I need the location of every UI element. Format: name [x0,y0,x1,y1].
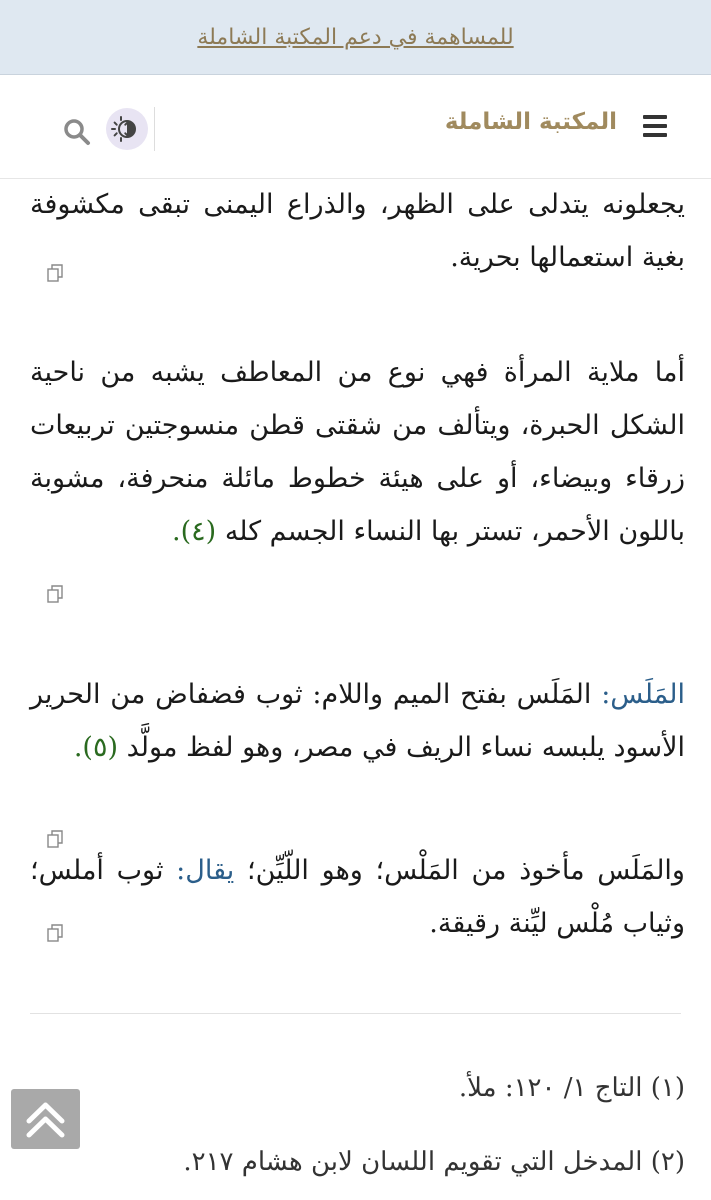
footnotes-separator [30,1013,681,1014]
footnote-ref[interactable]: (٥). [73,732,119,763]
header-divider [154,107,155,151]
paragraph-text: يجعلونه يتدلى على الظهر، والذراع اليمنى تبقى مكشوفة بغية استعمالها بحرية. [30,189,685,273]
copy-icon[interactable] [46,923,66,943]
term-label: يقال: [176,855,235,886]
footnote-ref[interactable]: (٤). [172,516,217,547]
support-banner [0,0,711,75]
paragraph-3 [30,668,685,774]
copy-icon[interactable] [46,584,66,604]
top-navigation-bar [0,75,711,179]
book-content [0,178,711,1200]
paragraph-text: ثوب أملس؛ وثياب مُلْس ليِّنة رقيقة. [30,855,685,939]
paragraph-text: والمَلَس مأخوذ من المَلْس؛ وهو اللّيِّن؛ [246,855,685,886]
hamburger-menu-icon[interactable] [643,115,667,139]
paragraph-4 [30,844,685,950]
paragraph-2 [30,346,685,558]
site-title[interactable]: المكتبة الشاملة [444,109,617,135]
scroll-to-top-button[interactable] [11,1089,80,1149]
term-label: المَلَس: [601,679,685,710]
paragraph-text: أما ملاية المرأة فهي نوع من المعاطف يشبه من ناحية الشكل الحبرة، ويتألف من شقتى قطن منسوجتين تربيعات زرقاء وبيضاء، أو على هيئة خطوط مائلة منحرفة، مشوبة باللون الأحمر، تستر بها النساء الجسم كله [30,357,685,547]
support-link[interactable]: للمساهمة في دعم المكتبة الشاملة [197,24,514,50]
paragraph-1 [30,178,685,284]
chevron-double-up-icon [11,1089,80,1149]
paragraph-text: المَلَس بفتح الميم واللام: ثوب فضفاض من الحرير الأسود يلبسه نساء الريف في مصر، وهو لفظ مولَّد [30,679,685,763]
copy-icon[interactable] [46,263,66,283]
theme-toggle-icon[interactable] [106,108,148,150]
footnote-2: (٢) المدخل التي تقويم اللسان لابن هشام ٢١٧. [183,1147,685,1177]
search-icon[interactable] [62,117,92,147]
footnote-1: (١) التاج ١/ ١٢٠: ملأ. [458,1073,685,1103]
